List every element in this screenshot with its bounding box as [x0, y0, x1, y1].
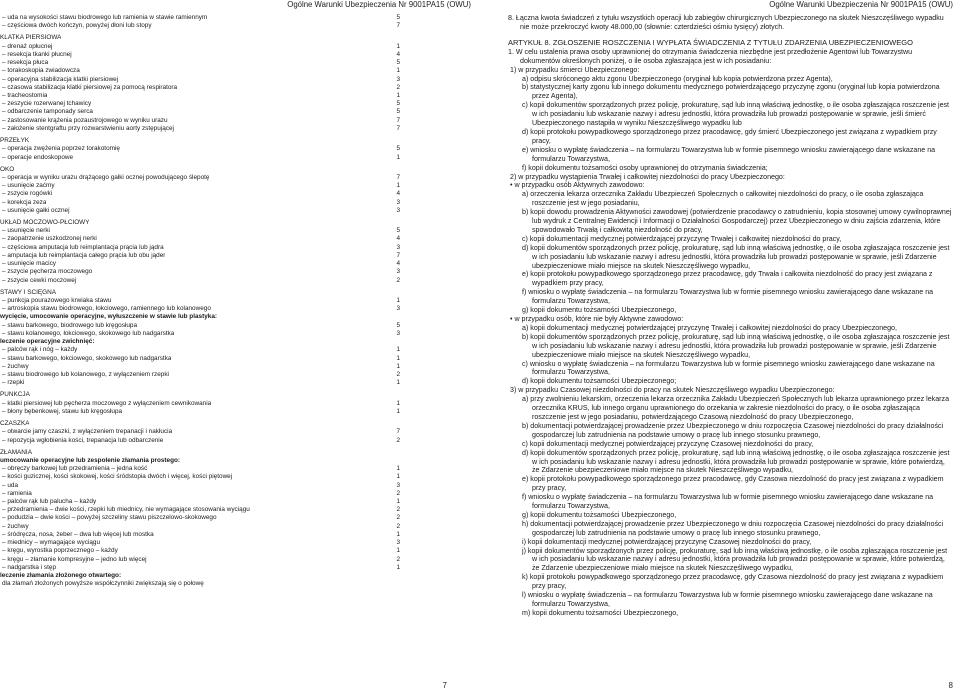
article-paragraph: a) orzeczenia lekarza orzecznika Zakładu Ubezpieczeń Społecznych o całkowitej niezdolności do pracy, o ile osoba zgłaszająca roszczenie jest w jego posiadaniu, — [522, 190, 924, 208]
row-coefficient: 2 — [396, 276, 400, 284]
row-coefficient: 5 — [396, 100, 400, 108]
article-paragraph: b) dokumentacji potwierdzającej prowadzenie przez Ubezpieczonego w dniu rozpoczęcia Czasowej niezdolności do pracy działalności gospodarczej lub zatrudnienia na podstawie umowy o pracę lub innego stosunku prawnego, — [522, 421, 944, 439]
article-paragraph: 3) w przypadku Czasowej niezdolności do pracy na skutek Nieszczęśliwego wypadku Ubezpieczonego: — [510, 386, 835, 395]
row-coefficient: 2 — [396, 555, 400, 563]
row-label: – uda — [2, 481, 18, 489]
row-coefficient: 4 — [396, 190, 400, 198]
row-label: STAWY I ŚCIĘGNA — [0, 288, 56, 296]
table-row — [0, 473, 400, 481]
row-coefficient: 7 — [396, 22, 400, 30]
table-row — [0, 67, 400, 75]
section-heading — [0, 420, 400, 428]
article-paragraph: c) kopii dokumentów sporządzonych przez policję, prokuraturę, sąd lub inną właściwą jednostkę, o ile osoba zgłaszająca roszczenie jest w ich posiadaniu lub wskazanie nazwy i adresu jednostki, która prowadziła lub prowadzi postępowanie w sprawie, jeśli śmierć Ubezpieczonego nastąpiła w wyniku Nieszczęśliwego wypadku lub — [522, 101, 950, 128]
row-label: – żuchwy — [2, 522, 29, 530]
section-heading — [0, 219, 400, 227]
row-label: – stawu barkowego, biodrowego lub kręgosłupa — [2, 321, 137, 329]
row-coefficient: 7 — [396, 428, 400, 436]
row-coefficient: 7 — [396, 173, 400, 181]
row-coefficient: 4 — [396, 260, 400, 268]
row-coefficient: 1 — [396, 407, 400, 415]
row-coefficient: 3 — [396, 206, 400, 214]
subsection-heading — [0, 457, 400, 465]
row-label: – częściowa amputacja lub reimplantacja prącia lub jądra — [2, 243, 164, 251]
row-coefficient: 1 — [396, 346, 400, 354]
row-label: – kości guzicznej, kości skokowej, kości śródstopia dwóch i więcej, kości piętowej — [2, 473, 233, 481]
table-row — [0, 514, 400, 522]
row-coefficient: 1 — [396, 362, 400, 370]
row-label: – czasowa stabilizacja klatki piersiowej za pomocą respiratora — [2, 83, 178, 91]
row-label: CZASZKA — [0, 420, 30, 428]
row-label: – usunięcie macicy — [2, 260, 56, 268]
row-coefficient: 2 — [396, 370, 400, 378]
row-label: – rzepki — [2, 379, 25, 387]
article-paragraphs — [508, 48, 953, 618]
row-coefficient: 2 — [396, 506, 400, 514]
row-label: – nadgarstka i stęp — [2, 563, 56, 571]
table-row — [0, 244, 400, 252]
intro-text: Łączna kwota świadczeń z tytułu wszystkich operacji lub zabiegów chirurgicznych Ubezpieczonego na skutek Nieszczęśliwego wypadku nie może przekroczyć kwoty 48.000,00 (słownie: czterdzieści ośmiu tysięcy) złotych. — [515, 14, 944, 31]
row-label: – torakoskopia zwiadowcza — [2, 67, 80, 75]
row-coefficient: 1 — [396, 153, 400, 161]
row-coefficient: 5 — [396, 108, 400, 116]
table-row — [0, 539, 400, 547]
table-row — [0, 297, 400, 305]
row-label: – stawu biodrowego lub kolanowego, z wyłączeniem rzepki — [2, 370, 169, 378]
row-label: – podudzia – dwie kości – powyżej szczeliny stawu piszczelowo-skokowego — [2, 514, 217, 522]
row-coefficient: 1 — [396, 547, 400, 555]
table-row — [0, 100, 400, 108]
right-page-header: Ogólne Warunki Ubezpieczenia Nr 9001PA15 (OWU) — [769, 0, 953, 9]
article-paragraph: a) kopii dokumentacji medycznej potwierdzającej przyczynę Trwałej i całkowitej niezdolności do pracy Ubezpieczonego, — [522, 323, 897, 332]
article-paragraph: g) kopii dokumentu tożsamości Ubezpieczonego, — [522, 510, 677, 519]
table-row — [0, 400, 400, 408]
table-row — [0, 363, 400, 371]
row-label: – artroskopia stawu biodrowego, łokciowego, ramiennego lub kolanowego — [2, 305, 211, 313]
row-coefficient: 1 — [396, 465, 400, 473]
row-label: – zszycie rogówki — [2, 190, 53, 198]
row-coefficient: 4 — [396, 235, 400, 243]
article-paragraph: d) kopii protokołu powypadkowego sporządzonego przez pracodawcę, gdy śmierć Ubezpieczonego jest związana z wypadkiem przy pracy, — [522, 127, 937, 145]
table-row — [0, 355, 400, 363]
row-coefficient: 5 — [396, 227, 400, 235]
table-row — [0, 92, 400, 100]
row-coefficient: 1 — [396, 530, 400, 538]
row-label: – usunięcie gałki ocznej — [2, 206, 70, 214]
table-row — [0, 14, 400, 22]
article-paragraph: b) kopii dokumentów sporządzonych przez policję, prokuraturę, sąd lub inną właściwą jednostkę, o ile osoba zgłaszająca roszczenie jest w ich posiadaniu lub wskazanie nazwy i adresu jednostki, która prowadziła lub prowadzi postępowanie w sprawie, jeśli Zdarzenie ubezpieczeniowe miało miejsce na skutek Nieszczęśliwego wypadku, — [522, 332, 950, 359]
article-paragraph: k) kopii protokołu powypadkowego sporządzonego przez pracodawcę, gdy Czasowa niezdolność do pracy jest związana z wypadkiem przy pracy, — [522, 573, 944, 591]
table-row — [0, 59, 400, 67]
table-row — [0, 145, 400, 153]
table-row — [0, 564, 400, 572]
row-coefficient: 3 — [396, 481, 400, 489]
row-label: – punkcja pourazowego krwiaka stawu — [2, 297, 112, 304]
row-label: UKŁAD MOCZOWO-PŁCIOWY — [0, 219, 90, 227]
table-row — [0, 346, 400, 354]
row-label: wycięcie, umocowanie operacyjne, wyłuszczenie w stawie lub plastyka: — [0, 313, 218, 321]
row-coefficient: 3 — [396, 539, 400, 547]
row-label: – założenie stentgraftu przy rozwarstwieniu aorty zstępującej — [2, 124, 174, 132]
row-coefficient: 3 — [396, 268, 400, 276]
table-row — [0, 277, 400, 285]
subsection-heading — [0, 338, 400, 346]
row-label: – operacja w wyniku urazu drążącego gałki ocznej powodującego ślepotę — [2, 173, 210, 181]
section-heading — [0, 166, 400, 174]
article-paragraph: c) wniosku o wypłatę świadczenia – na formularzu Towarzystwa lub w formie pisemnego wniosku zawierającego dane wskazane na formularzu Towarzystwa, — [522, 359, 935, 377]
subsection-heading — [0, 572, 400, 580]
row-label: – zszycie pęcherza moczowego — [2, 268, 93, 276]
row-label: leczenie złamania złożonego otwartego: — [0, 572, 122, 579]
row-coefficient: 3 — [396, 243, 400, 251]
article-title: ARTYKUŁ 8. ZGŁOSZENIE ROSZCZENIA I WYPŁATA ŚWIADCZENIA Z TYTUŁU ZDARZENIA UBEZPIECZENIOWEGO — [508, 37, 913, 47]
row-coefficient: 3 — [396, 305, 400, 313]
row-label: – uda na wysokości stawu biodrowego lub ramienia w stawie ramiennym — [2, 14, 208, 21]
table-row — [0, 547, 400, 555]
table-row — [0, 125, 400, 133]
row-label: OKO — [0, 165, 15, 173]
article-paragraph: 1) w przypadku śmierci Ubezpieczonego: — [510, 65, 640, 74]
row-coefficient: 5 — [396, 321, 400, 329]
section-heading — [0, 289, 400, 297]
article-paragraph: d) kopii dokumentu tożsamości Ubezpieczonego; — [522, 377, 677, 386]
row-label: – stawu kolanowego, łokciowego, skokowego lub nadgarstka — [2, 329, 175, 337]
article-paragraph: 2) w przypadku wystąpienia Trwałej i całkowitej niezdolności do pracy Ubezpieczonego: — [510, 172, 785, 181]
left-page — [0, 0, 479, 695]
row-coefficient: 1 — [396, 91, 400, 99]
row-coefficient: 7 — [396, 116, 400, 124]
row-label: – kręgu, wyrostka poprzecznego – każdy — [2, 547, 118, 555]
section-heading — [0, 137, 400, 145]
table-row — [0, 490, 400, 498]
left-page-number: 7 — [442, 681, 447, 690]
left-page-header: Ogólne Warunki Ubezpieczenia Nr 9001PA15 (OWU) — [287, 0, 471, 9]
row-coefficient: 3 — [396, 198, 400, 206]
row-coefficient: 3 — [396, 329, 400, 337]
table-row — [0, 108, 400, 116]
row-coefficient: 5 — [396, 145, 400, 153]
row-label: – częściowa dwóch kończyn, powyżej dłoni lub stopy — [2, 22, 152, 30]
table-row — [0, 260, 400, 268]
article-paragraph: e) wniosku o wypłatę świadczenia – na formularzu Towarzystwa lub w formie pisemnego wniosku zawierającego dane wskazane na formularzu Towarzystwa, — [522, 145, 936, 163]
row-label: – palców rąk i nóg – każdy — [2, 346, 78, 354]
row-label: – odbarczenie tamponady serca — [2, 108, 93, 116]
row-coefficient: 2 — [396, 83, 400, 91]
row-label: – palców rąk lub palucha – każdy — [2, 498, 97, 506]
row-label: – operacja zwężenia poprzez torakotomię — [2, 145, 120, 153]
table-row — [0, 531, 400, 539]
row-coefficient: 1 — [396, 67, 400, 75]
article-paragraph: b) kopii dowodu prowadzenia Aktywności zawodowej (potwierdzenie pracodawcy o zatrudnieniu, kopia stosownej umowy cywilnoprawnej lub wydruk z Centralnej Ewidencji i Informacji o Działalności Gospodarczej) przez Ubezpieczonego w dniu zajścia zdarzenia, które spowodowało Trwałą i całkowitą niezdolność do pracy, — [522, 208, 952, 234]
row-label: – resekcja tkanki płucnej — [2, 50, 72, 58]
article-paragraph: e) kopii protokołu powypadkowego sporządzonego przez pracodawcę, gdy Trwała i całkowita niezdolność do pracy jest związana z wypadkiem przy pracy, — [522, 270, 933, 288]
table-row — [0, 51, 400, 59]
section-heading — [0, 34, 400, 42]
row-label: ZŁAMANIA — [0, 448, 32, 456]
row-coefficient: 3 — [396, 75, 400, 83]
article-paragraph: h) dokumentacji potwierdzającej prowadzenie przez Ubezpieczonego w dniu rozpoczęcia Czasowej niezdolności do pracy działalności gospodarczej lub zatrudnienia na podstawie umowy o pracę lub innego stosunku prawnego, — [522, 519, 944, 537]
article-paragraph: c) kopii dokumentacji medycznej potwierdzającej przyczynę Czasowej niezdolności do pracy, — [522, 439, 814, 448]
row-label: – zeszycie rozerwanej tchawicy — [2, 100, 92, 108]
table-row — [0, 268, 400, 276]
article-paragraph: d) kopii dokumentów sporządzonych przez policję, prokuraturę, sąd lub inną właściwą jednostkę, o ile osoba zgłaszająca roszczenie jest w ich posiadaniu lub wskazanie nazwy i adresu jednostki, która prowadziła lub prowadzi postępowanie w sprawie, jeśli Zdarzenie ubezpieczeniowe miało miejsce na skutek Nieszczęśliwego wypadku, — [522, 243, 950, 270]
table-row — [0, 305, 400, 313]
row-label: – śródręcza, nosa, żeber – dwa lub więcej lub mostka — [2, 530, 154, 538]
table-row — [0, 84, 400, 92]
table-row — [0, 117, 400, 125]
table-row — [0, 182, 400, 190]
table-row — [0, 227, 400, 235]
table-row — [0, 498, 400, 506]
intro-paragraph — [508, 14, 953, 32]
row-label: – stawu barkowego, łokciowego, skokowego lub nadgarstka — [2, 354, 172, 362]
row-coefficient: 1 — [396, 182, 400, 190]
table-row — [0, 322, 400, 330]
table-row — [0, 22, 400, 30]
row-coefficient: 1 — [396, 379, 400, 387]
table-row — [0, 437, 400, 445]
row-coefficient: 1 — [396, 354, 400, 362]
table-row — [0, 252, 400, 260]
row-label: PUNKCJA — [0, 391, 30, 399]
row-label: – zastosowanie krążenia pozaustrojowego w wyniku urazu — [2, 116, 168, 124]
article-paragraph: d) kopii dokumentów sporządzonych przez policję, prokuraturę, sąd lub inną właściwą jednostkę, o ile osoba zgłaszająca roszczenie jest w ich posiadaniu lub wskazanie nazwy i adresu jednostki, która prowadziła lub prowadzi postępowanie w sprawie, które potwierdzą, że Zdarzenie ubezpieczeniowe miało miejsce na skutek Nieszczęśliwego wypadku, — [522, 448, 950, 475]
row-label: – tracheostomia — [2, 91, 48, 99]
article-paragraph: b) statystycznej karty zgonu lub innego dokumentu medycznego potwierdzającego przyczynę zgonu (oryginał lub kopia potwierdzona przez Agenta), — [522, 83, 940, 101]
row-coefficient: 2 — [396, 436, 400, 444]
row-label: – usunięcie zaćmy — [2, 182, 55, 190]
row-label: dla złamań złożonych powyższe współczynniki zwiększają się o połowę — [2, 580, 204, 588]
table-row — [0, 235, 400, 243]
article-paragraph: j) kopii dokumentów sporządzonych przez policję, prokuraturę, sąd lub inną właściwą jednostkę, o ile osoba zgłaszająca roszczenie jest w ich posiadaniu lub wskazanie nazwy i adresu jednostki, która prowadziła lub prowadzi postępowanie w sprawie, które potwierdzą, że Zdarzenie ubezpieczeniowe miało miejsce na skutek Nieszczęśliwego wypadku, — [522, 546, 948, 573]
row-coefficient: 2 — [396, 522, 400, 530]
row-label: – zszycie cewki moczowej — [2, 276, 77, 284]
table-row — [0, 199, 400, 207]
article-paragraph: f) wniosku o wypłatę świadczenia – na formularzu Towarzystwa lub w formie pisemnego wniosku zawierającego dane wskazane na formularzu Towarzystwa, — [522, 288, 934, 306]
row-coefficient: 1 — [396, 563, 400, 571]
row-label: leczenie operacyjne zwichnięć: — [0, 338, 95, 346]
table-row — [0, 580, 400, 588]
row-label: – resekcja płuca — [2, 59, 49, 67]
row-label: – zaopatrzenie uszkodzonej nerki — [2, 235, 97, 243]
article-paragraph: i) kopii dokumentacji medycznej potwierdzającej przyczynę Czasowej niezdolności do pracy, — [522, 537, 812, 546]
right-page — [480, 0, 959, 695]
row-label: – klatki piersiowej lub pęcherza moczowego z wyłączeniem cewnikowania — [2, 399, 212, 407]
row-label: – błony bębenkowej, stawu lub kręgosłupa — [2, 407, 123, 415]
row-coefficient: 1 — [396, 473, 400, 481]
table-row — [0, 371, 400, 379]
table-row — [0, 43, 400, 51]
table-row — [0, 379, 400, 387]
table-row — [0, 190, 400, 198]
row-coefficient: 5 — [396, 59, 400, 67]
coefficient-table — [0, 14, 400, 588]
row-label: – miednicy – wymagające wyciągu — [2, 539, 101, 547]
row-label: umocowanie operacyjne lub zespolenie złamania prostego: — [0, 456, 181, 464]
table-row — [0, 207, 400, 215]
row-label: – operacje endoskopowe — [2, 153, 74, 161]
row-coefficient: 2 — [396, 489, 400, 497]
article-paragraph: a) odpisu skróconego aktu zgonu Ubezpieczonego (oryginał lub kopia potwierdzona przez Agenta), — [522, 74, 833, 83]
row-label: – przedramienia – dwie kości, rzepki lub miednicy, nie wymagające stosowania wyciągu — [2, 506, 250, 514]
table-row — [0, 465, 400, 473]
row-label: KLATKA PIERSIOWA — [0, 34, 62, 42]
section-heading — [0, 391, 400, 399]
table-row — [0, 174, 400, 182]
row-label: – korekcja zeza — [2, 198, 47, 206]
table-row — [0, 428, 400, 436]
row-label: – drenaż opłucnej — [2, 42, 53, 50]
article-paragraph: f) wniosku o wypłatę świadczenia – na formularzu Towarzystwa lub w formie pisemnego wniosku zawierającego dane wskazane na formularzu Towarzystwa, — [522, 493, 934, 511]
row-label: – amputacja lub reimplantacja całego prącia lub obu jąder — [2, 251, 166, 259]
section-heading — [0, 449, 400, 457]
row-coefficient: 4 — [396, 50, 400, 58]
intro-number: 8. — [508, 14, 514, 22]
row-coefficient: 1 — [396, 42, 400, 50]
table-row — [0, 506, 400, 514]
row-coefficient: 5 — [396, 14, 400, 21]
table-row — [0, 330, 400, 338]
row-coefficient: 7 — [396, 124, 400, 132]
row-label: – kręgu – złamanie kompresyjne – jedno lub więcej — [2, 555, 147, 563]
row-label: PRZEŁYK — [0, 137, 30, 145]
table-row — [0, 76, 400, 84]
row-coefficient: 2 — [396, 514, 400, 522]
table-row — [0, 482, 400, 490]
article-paragraph: m) kopii dokumentu tożsamości Ubezpieczonego, — [522, 608, 679, 617]
article-paragraph: f) kopii dokumentu tożsamości osoby uprawnionej do otrzymania świadczenia; — [522, 163, 768, 172]
article-paragraph: • w przypadku osób Aktywnych zawodowo: — [510, 181, 645, 190]
row-coefficient: 1 — [396, 498, 400, 506]
table-row — [0, 556, 400, 564]
article-paragraph: l) wniosku o wypłatę świadczenia – na formularzu Towarzystwa lub w formie pisemnego wniosku zawierającego dane wskazane na formularzu Towarzystwa, — [522, 591, 933, 608]
row-label: – operacyjna stabilizacja klatki piersiowej — [2, 75, 119, 83]
article-paragraph: 1. W celu ustalenia prawa osoby uprawnionej do otrzymania świadczenia niezbędne jest przedłożenie Agentowi lub Towarzystwu dokumentów określonych poniżej, o ile osoba zgłaszająca jest w ich posiadaniu: — [508, 47, 913, 65]
article-paragraph: a) przy zwolnieniu lekarskim, orzeczenia lekarza orzecznika Zakładu Ubezpieczeń Społecznych lub lekarza uprawnionego przez lekarza orzecznika KRUS, lub innego organu uprawnionego do orzekania w zakresie niezdolności do pracy, o ile osoba zgłaszająca roszczenie jest w jego posiadaniu, potwierdzającego Czasową niezdolność do pracy Ubezpieczonego, — [522, 395, 950, 421]
row-label: – usunięcie nerki — [2, 227, 50, 235]
right-page-number: 8 — [948, 681, 953, 690]
row-coefficient: 1 — [396, 297, 400, 304]
row-label: – żuchwy — [2, 362, 29, 370]
row-coefficient: 7 — [396, 251, 400, 259]
article-paragraph: g) kopii dokumentu tożsamości Ubezpieczonego, — [522, 306, 677, 315]
article-paragraph: • w przypadku osób, które nie były Aktywne zawodowo: — [510, 315, 684, 323]
row-label: – obręczy barkowej lub przedramienia – jedna kość — [2, 465, 148, 473]
row-label: – repozycja wgłobienia kości, trepanacja lub odbarczenie — [2, 436, 164, 444]
article-paragraph: c) kopii dokumentacji medycznej potwierdzającej przyczynę Trwałej i całkowitej niezdolności do pracy, — [522, 234, 842, 243]
row-label: – ramienia — [2, 489, 32, 497]
table-row — [0, 523, 400, 531]
row-label: – otwarcie jamy czaszki, z wyłączeniem trepanacji i nakłucia — [2, 428, 173, 436]
table-row — [0, 154, 400, 162]
article-body — [508, 14, 953, 618]
subsection-heading — [0, 313, 400, 321]
row-coefficient: 1 — [396, 399, 400, 407]
article-paragraph: e) kopii protokołu powypadkowego sporządzonego przez pracodawcę, gdy Czasowa niezdolność do pracy jest związana z wypadkiem przy pracy, — [522, 475, 944, 493]
table-row — [0, 408, 400, 416]
